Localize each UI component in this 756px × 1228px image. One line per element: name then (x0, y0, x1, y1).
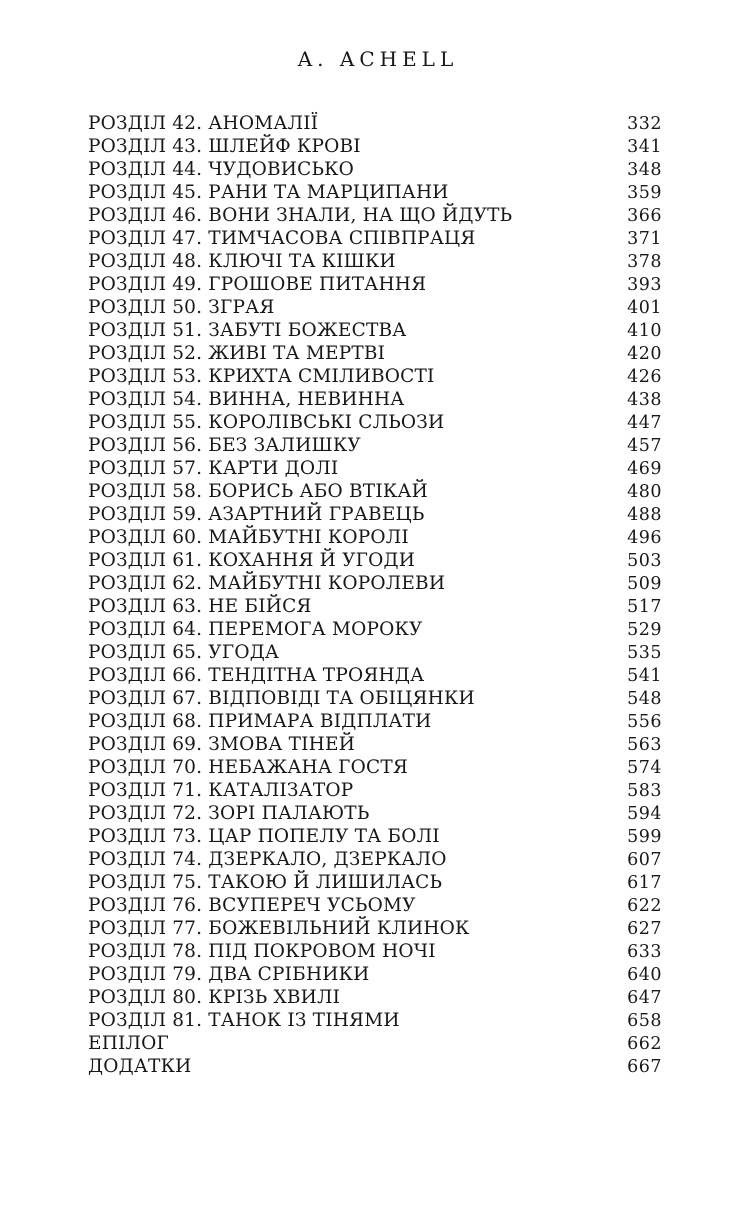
toc-entry (88, 411, 662, 434)
chapter-title: РОЗДІЛ 58. БОРИСЬ АБО ВТІКАЙ (88, 481, 428, 502)
toc-entry (88, 940, 662, 963)
toc-entry (88, 1009, 662, 1032)
toc-entry (88, 825, 662, 848)
chapter-title: РОЗДІЛ 56. БЕЗ ЗАЛИШКУ (88, 435, 361, 456)
toc-entry (88, 756, 662, 779)
page-number: 366 (627, 206, 662, 226)
page-number: 401 (627, 298, 662, 318)
chapter-title: РОЗДІЛ 60. МАЙБУТНІ КОРОЛІ (88, 527, 409, 548)
toc-entry (88, 227, 662, 250)
chapter-title: РОЗДІЛ 47. ТИМЧАСОВА СПІВПРАЦЯ (88, 228, 476, 249)
toc-entry (88, 158, 662, 181)
chapter-title: РОЗДІЛ 43. ШЛЕЙФ КРОВІ (88, 136, 361, 157)
page-number: 599 (627, 827, 662, 847)
chapter-title: РОЗДІЛ 54. ВИННА, НЕВИННА (88, 389, 405, 410)
toc-entry (88, 572, 662, 595)
page-number: 410 (627, 321, 662, 341)
page-number: 378 (627, 252, 662, 272)
chapter-title: РОЗДІЛ 70. НЕБАЖАНА ГОСТЯ (88, 757, 409, 778)
chapter-title: РОЗДІЛ 49. ГРОШОВЕ ПИТАННЯ (88, 274, 427, 295)
page-number: 488 (627, 505, 662, 525)
page-number: 393 (627, 275, 662, 295)
table-of-contents (0, 112, 756, 1078)
toc-entry (88, 917, 662, 940)
toc-entry (88, 250, 662, 273)
toc-entry (88, 273, 662, 296)
page-number: 371 (627, 229, 662, 249)
toc-entry (88, 503, 662, 526)
chapter-title: РОЗДІЛ 80. КРІЗЬ ХВИЛІ (88, 987, 341, 1008)
page-number: 496 (627, 528, 662, 548)
chapter-title: РОЗДІЛ 50. ЗГРАЯ (88, 297, 275, 318)
chapter-title: РОЗДІЛ 48. КЛЮЧІ ТА КІШКИ (88, 251, 396, 272)
toc-entry (88, 526, 662, 549)
toc-entry (88, 710, 662, 733)
page-number: 535 (627, 643, 662, 663)
page-number: 556 (627, 712, 662, 732)
toc-entry (88, 296, 662, 319)
page-number: 563 (627, 735, 662, 755)
page-number: 583 (627, 781, 662, 801)
chapter-title: РОЗДІЛ 51. ЗАБУТІ БОЖЕСТВА (88, 320, 407, 341)
toc-entry (88, 687, 662, 710)
toc-entry (88, 181, 662, 204)
page-number: 420 (627, 344, 662, 364)
chapter-title: РОЗДІЛ 72. ЗОРІ ПАЛАЮТЬ (88, 803, 370, 824)
chapter-title: РОЗДІЛ 57. КАРТИ ДОЛІ (88, 458, 339, 479)
toc-entry (88, 618, 662, 641)
chapter-title: РОЗДІЛ 52. ЖИВІ ТА МЕРТВІ (88, 343, 386, 364)
page-number: 348 (627, 160, 662, 180)
chapter-title: РОЗДІЛ 45. РАНИ ТА МАРЦИПАНИ (88, 182, 449, 203)
page-number: 662 (627, 1034, 662, 1054)
chapter-title: РОЗДІЛ 67. ВІДПОВІДІ ТА ОБІЦЯНКИ (88, 688, 475, 709)
page-number: 503 (627, 551, 662, 571)
chapter-title: РОЗДІЛ 75. ТАКОЮ Й ЛИШИЛАСЬ (88, 872, 443, 893)
toc-entry (88, 388, 662, 411)
toc-entry (88, 135, 662, 158)
chapter-title: РОЗДІЛ 71. КАТАЛІЗАТОР (88, 780, 354, 801)
page-number: 469 (627, 459, 662, 479)
toc-entry (88, 733, 662, 756)
page-number: 517 (627, 597, 662, 617)
toc-entry (88, 434, 662, 457)
book-toc-page (0, 47, 756, 1228)
page-number: 480 (627, 482, 662, 502)
toc-entry (88, 595, 662, 618)
chapter-title: РОЗДІЛ 79. ДВА СРІБНИКИ (88, 964, 370, 985)
page-number: 529 (627, 620, 662, 640)
toc-entry (88, 779, 662, 802)
chapter-title: РОЗДІЛ 64. ПЕРЕМОГА МОРОКУ (88, 619, 423, 640)
toc-entry (88, 480, 662, 503)
running-head-author: A. ACHELL (297, 47, 459, 71)
chapter-title: РОЗДІЛ 62. МАЙБУТНІ КОРОЛЕВИ (88, 573, 446, 594)
page-number: 341 (627, 137, 662, 157)
toc-entry (88, 848, 662, 871)
page-number: 447 (627, 413, 662, 433)
page-number: 426 (627, 367, 662, 387)
chapter-title: РОЗДІЛ 77. БОЖЕВІЛЬНИЙ КЛИНОК (88, 918, 470, 939)
chapter-title: РОЗДІЛ 78. ПІД ПОКРОВОМ НОЧІ (88, 941, 436, 962)
chapter-title: РОЗДІЛ 42. АНОМАЛІЇ (88, 113, 319, 134)
chapter-title: РОЗДІЛ 53. КРИХТА СМІЛИВОСТІ (88, 366, 435, 387)
chapter-title: РОЗДІЛ 63. НЕ БІЙСЯ (88, 596, 312, 617)
page-number: 658 (627, 1011, 662, 1031)
page-number: 622 (627, 896, 662, 916)
chapter-title: РОЗДІЛ 46. ВОНИ ЗНАЛИ, НА ЩО ЙДУТЬ (88, 205, 513, 226)
toc-entry (88, 365, 662, 388)
chapter-title: РОЗДІЛ 69. ЗМОВА ТІНЕЙ (88, 734, 356, 755)
toc-entry (88, 342, 662, 365)
page-number: 359 (627, 183, 662, 203)
page-number: 607 (627, 850, 662, 870)
chapter-title: РОЗДІЛ 76. ВСУПЕРЕЧ УСЬОМУ (88, 895, 416, 916)
page-number: 640 (627, 965, 662, 985)
toc-entry (88, 664, 662, 687)
toc-entry (88, 802, 662, 825)
chapter-title: РОЗДІЛ 44. ЧУДОВИСЬКО (88, 159, 355, 180)
page-number: 574 (627, 758, 662, 778)
page-number: 438 (627, 390, 662, 410)
chapter-title: РОЗДІЛ 81. ТАНОК ІЗ ТІНЯМИ (88, 1010, 400, 1031)
chapter-title: РОЗДІЛ 66. ТЕНДІТНА ТРОЯНДА (88, 665, 425, 686)
chapter-title: РОЗДІЛ 74. ДЗЕРКАЛО, ДЗЕРКАЛО (88, 849, 447, 870)
page-number: 647 (627, 988, 662, 1008)
page-number: 548 (627, 689, 662, 709)
chapter-title: ДОДАТКИ (88, 1056, 192, 1077)
page-number: 541 (627, 666, 662, 686)
page-number: 509 (627, 574, 662, 594)
chapter-title: РОЗДІЛ 61. КОХАННЯ Й УГОДИ (88, 550, 416, 571)
page-number: 332 (627, 114, 662, 134)
toc-entry (88, 112, 662, 135)
toc-entry (88, 457, 662, 480)
chapter-title: РОЗДІЛ 55. КОРОЛІВСЬКІ СЛЬОЗИ (88, 412, 445, 433)
page-number: 457 (627, 436, 662, 456)
page-number: 617 (627, 873, 662, 893)
chapter-title: ЕПІЛОГ (88, 1033, 169, 1054)
page-number: 627 (627, 919, 662, 939)
toc-entry (88, 871, 662, 894)
page-number: 633 (627, 942, 662, 962)
page-number: 594 (627, 804, 662, 824)
toc-entry (88, 894, 662, 917)
chapter-title: РОЗДІЛ 65. УГОДА (88, 642, 280, 663)
chapter-title: РОЗДІЛ 73. ЦАР ПОПЕЛУ ТА БОЛІ (88, 826, 440, 847)
toc-entry (88, 963, 662, 986)
chapter-title: РОЗДІЛ 59. АЗАРТНИЙ ГРАВЕЦЬ (88, 504, 425, 525)
chapter-title: РОЗДІЛ 68. ПРИМАРА ВІДПЛАТИ (88, 711, 432, 732)
toc-entry (88, 1055, 662, 1078)
toc-entry (88, 641, 662, 664)
toc-entry (88, 549, 662, 572)
toc-entry (88, 986, 662, 1009)
toc-entry (88, 204, 662, 227)
toc-entry (88, 319, 662, 342)
page-number: 667 (627, 1057, 662, 1077)
toc-entry (88, 1032, 662, 1055)
